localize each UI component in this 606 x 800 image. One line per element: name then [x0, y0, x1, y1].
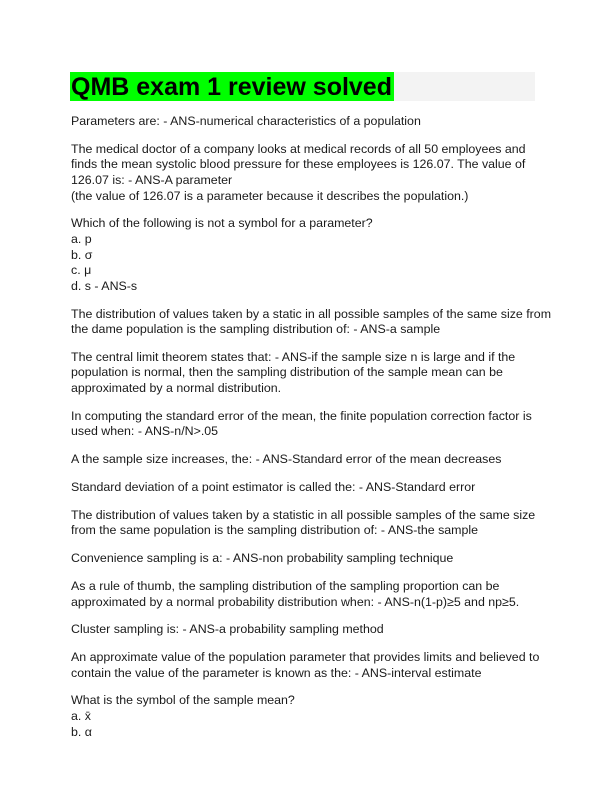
qa-block	[71, 452, 541, 468]
text-line: Parameters are: - ANS-numerical characteristics of a population	[71, 114, 421, 128]
document-body	[71, 114, 552, 752]
qa-block	[71, 622, 541, 638]
text-line: Cluster sampling is: - ANS-a probability sampling method	[71, 622, 384, 637]
text-line: Which of the following is not a symbol for a parameter?	[71, 216, 373, 231]
document-title: QMB exam 1 review solved	[71, 73, 392, 101]
text-line: Convenience sampling is a: - ANS-non probability sampling technique	[71, 551, 454, 566]
text-line: In computing the standard error of the mean, the finite population correction factor is	[71, 408, 532, 423]
text-line: used when: - ANS-n/N>.05	[71, 424, 219, 439]
qa-block	[71, 114, 541, 130]
text-line: b. α	[71, 724, 92, 739]
qa-block	[71, 350, 541, 397]
qa-block	[71, 551, 541, 567]
qa-block	[71, 579, 541, 610]
qa-block	[71, 650, 541, 681]
qa-block	[71, 480, 541, 496]
text-line: a. p	[71, 231, 92, 246]
qa-block	[71, 216, 541, 294]
text-line: b. σ	[71, 247, 93, 262]
text-line: The central limit theorem states that: - ANS-if the sample size n is large and if the	[71, 349, 516, 364]
text-line: 126.07 is: - ANS-A parameter	[71, 172, 233, 187]
text-line: c. μ	[71, 263, 92, 278]
qa-block	[71, 306, 552, 338]
qa-block	[71, 508, 541, 539]
text-line: (the value of 126.07 is a parameter because it describes the population.)	[71, 188, 469, 203]
text-line: The distribution of values taken by a statistic in all possible samples of the same size	[71, 507, 536, 522]
text-line: The distribution of values taken by a static in all possible samples of the same size from	[71, 306, 552, 321]
text-line: As a rule of thumb, the sampling distribution of the sampling proportion can be	[71, 578, 500, 593]
text-line: contain the value of the parameter is known as the: - ANS-interval estimate	[71, 665, 482, 680]
qa-block	[71, 142, 541, 204]
text-line: finds the mean systolic blood pressure for these employees is 126.07. The value of	[71, 157, 526, 172]
text-line: d. s - ANS-s	[71, 278, 138, 293]
text-line: A the sample size increases, the: - ANS-Standard error of the mean decreases	[71, 452, 502, 467]
text-line: What is the symbol of the sample mean?	[71, 693, 295, 708]
text-line: population is normal, then the sampling distribution of the sample mean can be	[71, 365, 503, 380]
qa-block	[71, 409, 541, 440]
text-line: from the same population is the sampling distribution of: - ANS-the sample	[71, 523, 479, 538]
text-line: Standard deviation of a point estimator is called the: - ANS-Standard error	[71, 480, 476, 494]
text-line: approximated by a normal distribution.	[71, 381, 282, 396]
text-line: An approximate value of the population parameter that provides limits and believed to	[71, 650, 540, 665]
text-line: a. x̄	[71, 709, 91, 724]
text-line: approximated by a normal probability distribution when: - ANS-n(1-p)≥5 and np≥5.	[71, 594, 520, 609]
qa-block	[71, 693, 541, 740]
text-line: The medical doctor of a company looks at medical records of all 50 employees and	[71, 141, 526, 156]
text-line: the dame population is the sampling distribution of: - ANS-a sample	[71, 322, 441, 337]
